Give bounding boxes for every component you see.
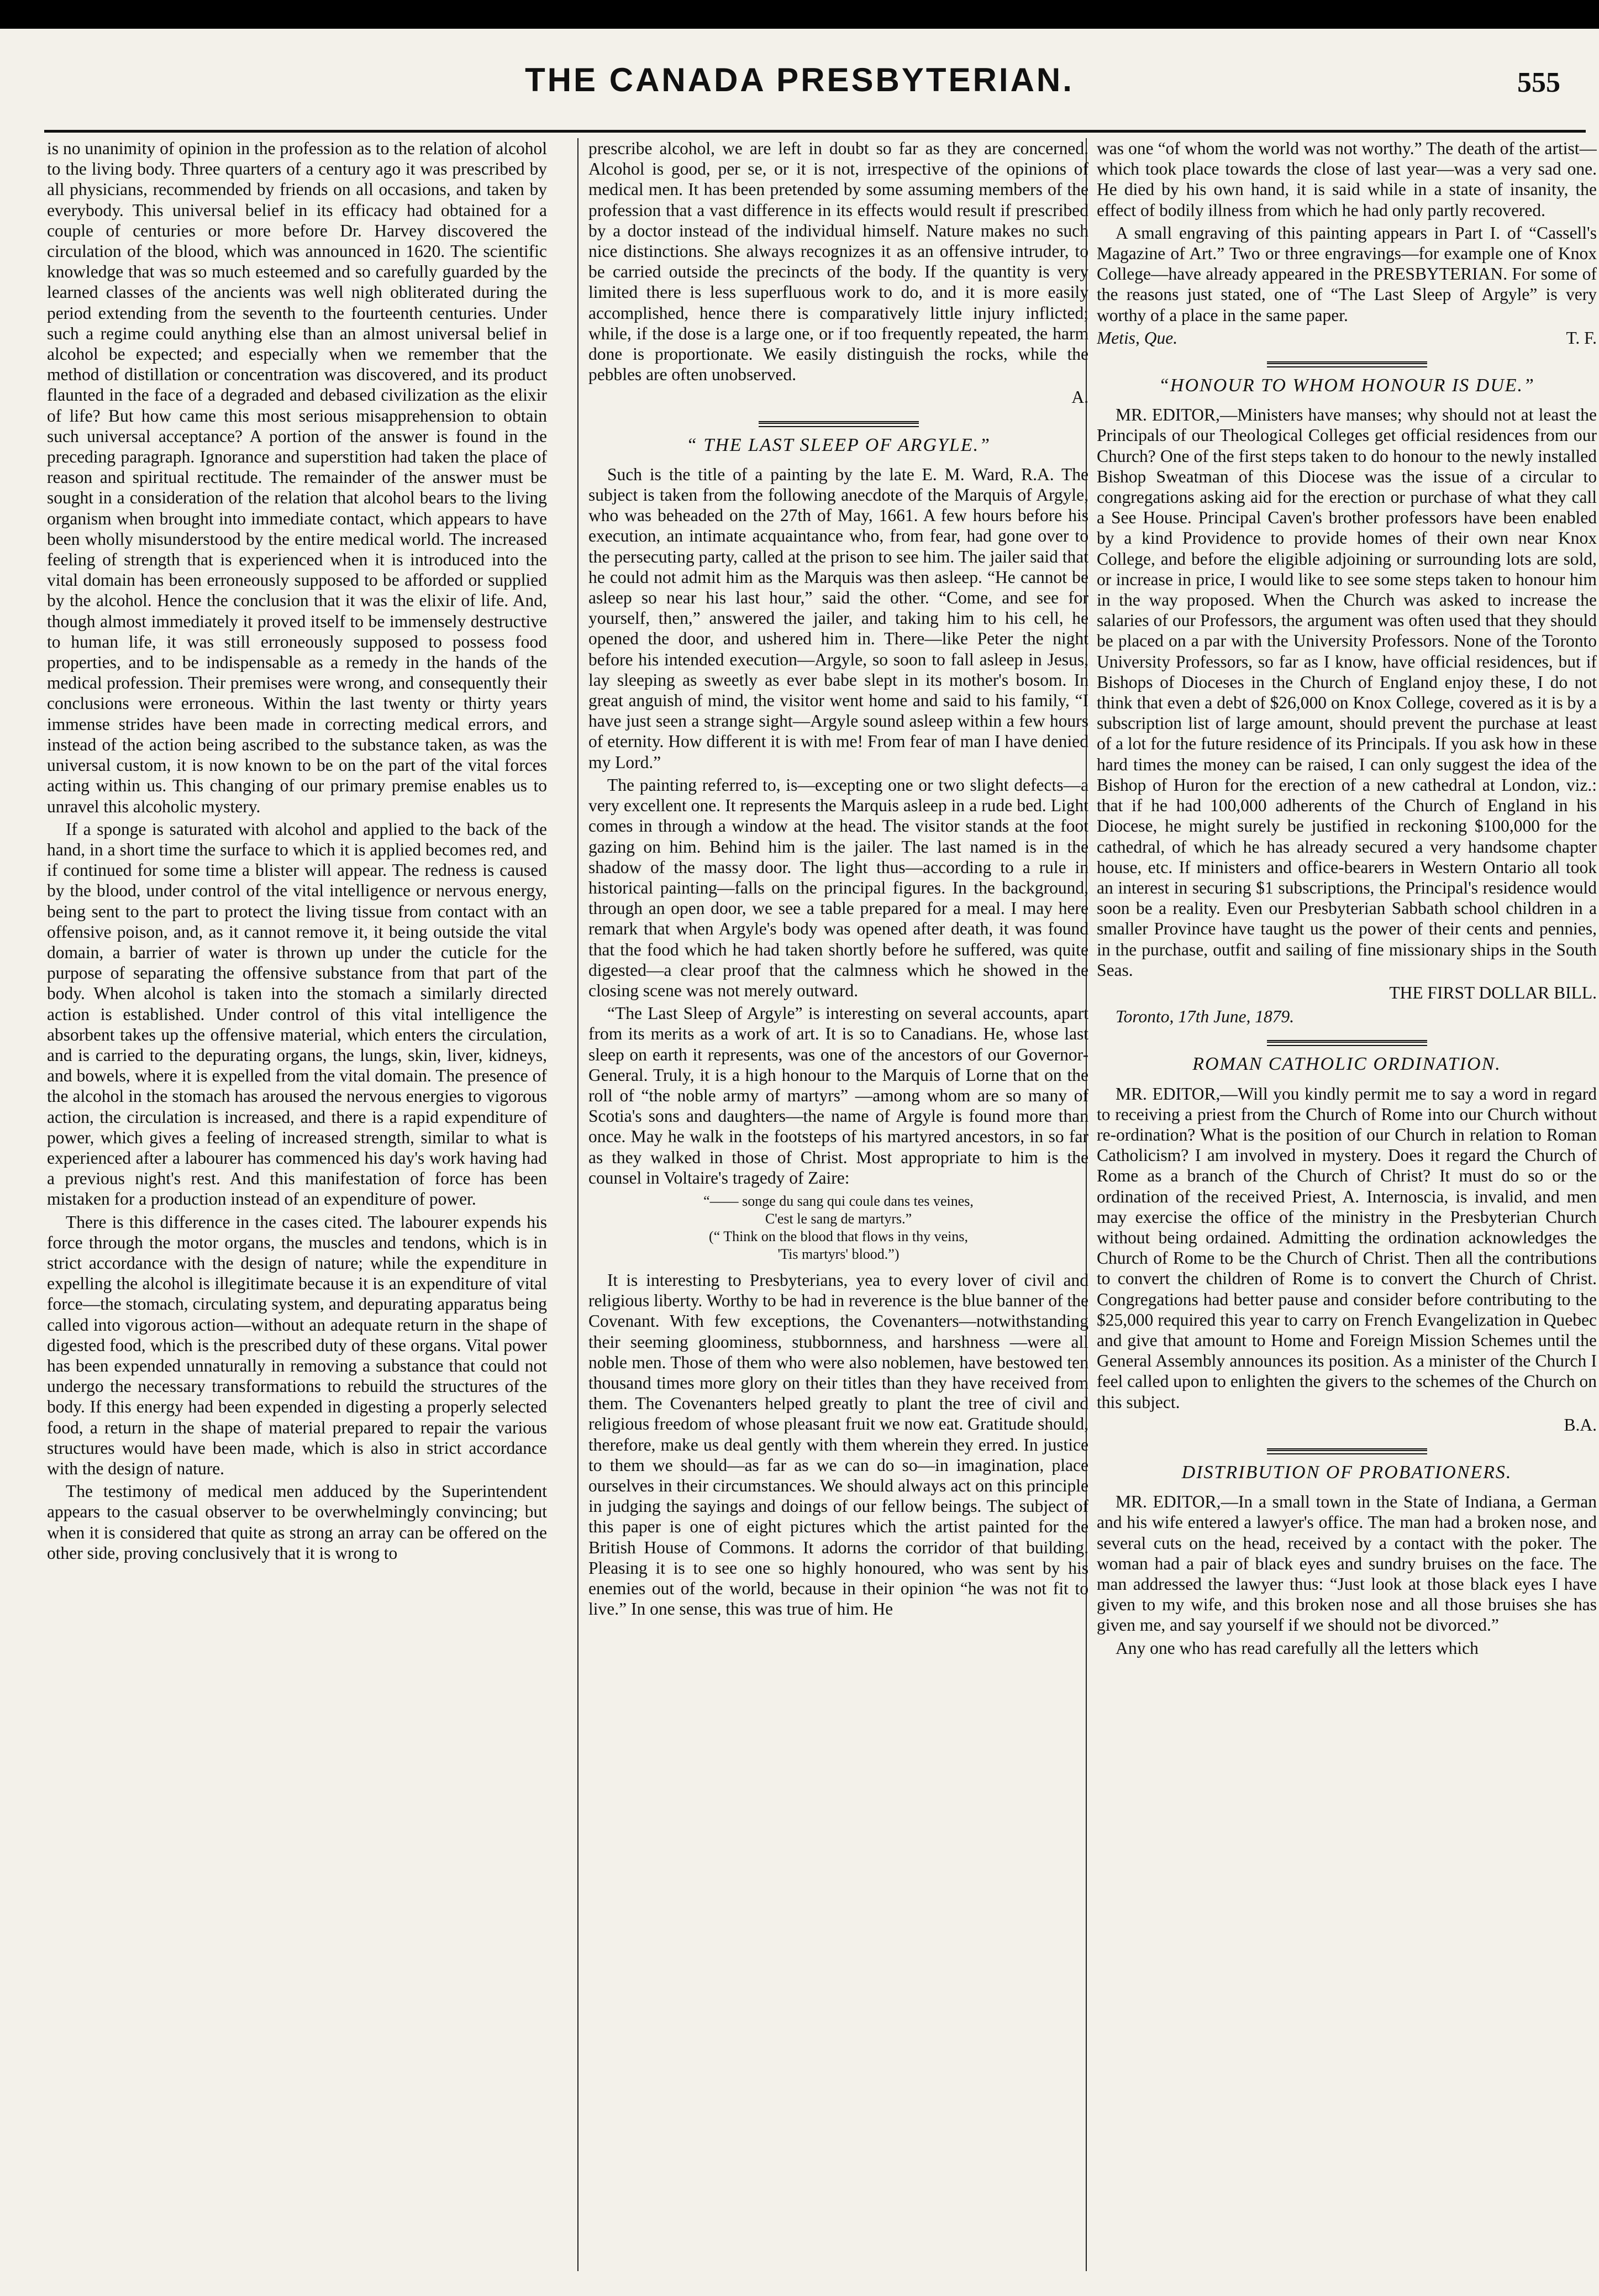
- section-separator: [1267, 1040, 1427, 1046]
- article-title: “HONOUR TO WHOM HONOUR IS DUE.”: [1159, 375, 1535, 396]
- signature-row: [1097, 328, 1597, 348]
- paragraph: prescribe alcohol, we are left in doubt so far as they are concerned. Alcohol is good, per se, or it is not, irrespective of the opinions of medical men. It has been pretended by some assuming members of the profession that a vast difference in its effects would result if prescribed by a doctor instead of the individual himself. Nature makes no such nice distinctions. She always recognizes it as an offensive intruder, to be carried outside the precincts of the body. If the quantity is very limited there is less superfluous work to do, and it is more easily accomplished, hence there is comparatively little injury inflicted; while, if the dose is a large one, or if too frequently repeated, the harm done is proportionate. We easily distinguish the rocks, while the pebbles are often unobserved.: [588, 139, 1088, 385]
- section-separator: [1267, 1448, 1427, 1454]
- quote-line: 'Tis martyrs' blood.”): [777, 1246, 900, 1262]
- paragraph: If a sponge is saturated with alcohol and applied to the back of the hand, in a short time the surface to which it is applied becomes red, and if continued for some time a blister will appear. The redness is caused by the blood, under control of the vital intelligence or nervous energy, being sent to the part to protect the living tissue from contact with an offensive poison, and, as it cannot remove it, it being outside the vital domain, a barrier of water is thrown up under the cuticle for the purpose of separating the offensive substance from that part of the body. When alcohol is taken into the stomach a similarly directed action is established. Under control of this vital intelligence the absorbent takes up the offensive material, which enters the circulation, and is carried to the depurating organs, the lungs, skin, liver, kidneys, and bowels, where it is expelled from the vital domain. The presence of the alcohol in the stomach has aroused the nervous energies to vigorous action, the circulation is increased, and there is a rapid expenditure of power, which gives a feeling of increased strength, similar to what is experienced after a labourer has commenced his day's work having had a previous night's rest. And this manifestation of force has been mistaken for a production instead of an expenditure of power.: [47, 819, 547, 1209]
- dateline: Toronto, 17th June, 1879.: [1116, 1007, 1295, 1027]
- masthead: THE CANADA PRESBYTERIAN.: [525, 61, 1074, 98]
- paragraph: There is this difference in the cases cited. The labourer expends his force through the motor organs, the muscles and tendons, which is in strict accordance with the design of nature; while the expenditure in expelling the alcohol is illegitimate because it is an expenditure of vital force—the stomach, circulating system, and depurating apparatus being called into vigorous action—without an adequate return in the shape of digested food, which is the prescribed duty of these organs. Vital power has been expended unnaturally in removing a substance that could not undergo the necessary transformations to rebuild the structures of the body. If this energy had been expended in digesting a properly selected food, a return in the shape of material prepared to repair the various structures would have been made, which is also in strict accordance with the design of nature.: [47, 1212, 547, 1478]
- section-separator: [1267, 361, 1427, 367]
- signature: A.: [1071, 387, 1088, 407]
- paragraph: “The Last Sleep of Argyle” is interesting on several accounts, apart from its merits as a work of art. It is so to Canadians. He, whose last sleep on earth it represents, was one of the ancestors of our Governor-General. Truly, it is a high honour to the Marquis of Lorne that on the roll of “the noble army of martyrs” —among whom are so many of Scotia's sons and daughters—the name of Argyle is found more than once. May he walk in the footsteps of his martyred ancestors, in so far as they walked in those of Christ. Most appropriate to him is the counsel in Voltaire's tragedy of Zaire:: [588, 1003, 1088, 1188]
- quote-line: (“ Think on the blood that flows in thy veins,: [709, 1228, 968, 1244]
- column-1: [47, 138, 547, 2282]
- column-3: [1097, 138, 1597, 2282]
- top-black-bar: [0, 0, 1599, 29]
- signature-place: Metis, Que.: [1097, 328, 1178, 348]
- page-number: 555: [1517, 67, 1560, 98]
- paragraph: A small engraving of this painting appears in Part I. of “Cassell's Magazine of Art.” Two or three engravings—for example one of Knox College—have already appeared in the PRESBYTERIAN. For some of the reasons just stated, one of “The Last Sleep of Argyle” is very worthy of a place in the same paper.: [1097, 223, 1597, 325]
- quote-line: C'est le sang de martyrs.”: [765, 1210, 912, 1227]
- quote-line: “—— songe du sang qui coule dans tes veines,: [703, 1192, 974, 1209]
- paragraph: MR. EDITOR,—Will you kindly permit me to say a word in regard to receiving a priest from the Church of Rome into our Church without re-ordination? What is the position of our Church in relation to Roman Catholicism? I am involved in mystery. Does it regard the Church of Rome as a branch of the Church of Christ? It must do so or the ordination of the received Priest, A. Internoscia, is invalid, and men may exercise the office of the ministry in the Presbyterian Church without being ordained. Admitting the ordination acknowledges the Church of Rome to be the Church of Christ. Then all the contributions to convert the children of Rome is to convert the Church of Christ. Congregations had better pause and consider before contributing to the $25,000 required this year to carry on French Evangelization in Quebec and give that amount to Home and Foreign Mission Schemes until the General Assembly announces its position. As a minister of the Church I feel called upon to enlighten the givers to the schemes of the Church on this subject.: [1097, 1084, 1597, 1412]
- paragraph: Such is the title of a painting by the late E. M. Ward, R.A. The subject is taken from the following anecdote of the Marquis of Argyle, who was beheaded on the 27th of May, 1661. A few hours before his execution, an intimate acquaintance who, from fear, had gone over to the persecuting party, called at the prison to see him. The jailer said that he could not admit him as the Marquis was then asleep. “He cannot be asleep so near his last hour,” said the other. “Come, and see for yourself, then,” answered the jailer, and taking him to his cell, he opened the door, and ushered him in. There—like Peter the night before his intended execution—Argyle, so soon to fall asleep in Jesus, lay sleeping as sweetly as ever babe slept in its mother's bosom. In great anguish of mind, the visitor went home and said to his family, “I have just seen a strange sight—Argyle sound asleep within a few hours of eternity. How different it is with me! From fear of man I have denied my Lord.”: [588, 464, 1088, 772]
- section-separator: [759, 421, 919, 427]
- paragraph: MR. EDITOR,—In a small town in the State of Indiana, a German and his wife entered a lawyer's office. The man had a broken nose, and several cuts on the head, received by a contact with the poker. The woman had a pair of black eyes and sundry bruises on the face. The man addressed the lawyer thus: “Just look at those black eyes I have given to my wife, and this broken nose and all those bruises she has given me, and say yourself if we should not be divorced.”: [1097, 1492, 1597, 1635]
- verse-quote: [588, 1192, 1088, 1263]
- signature: THE FIRST DOLLAR BILL.: [1389, 983, 1597, 1002]
- paragraph: was one “of whom the world was not worthy.” The death of the artist—which took place towards the close of last year—was a very sad one. He died by his own hand, it is said while in a state of insanity, the effect of bodily illness from which he had only partly recovered.: [1097, 139, 1597, 220]
- paragraph: is no unanimity of opinion in the profession as to the relation of alcohol to the living body. Three quarters of a century ago it was prescribed by all physicians, recommended by friends on all occasions, and taken by everybody. This universal belief in its efficacy had obtained for a couple of centuries or more before Dr. Harvey discovered the circulation of the blood, which was announced in 1620. The scientific knowledge that was so much esteemed and so carefully guarded by the learned classes of the ancients was well nigh obliterated during the period extending from the seventh to the fourteenth centuries. Under such a regime could anything else than an almost universal belief in alcohol be expected; and especially when we remember that the method of distillation or concentration was discovered, and its product flaunted in the face of a degraded and debased civilization as the elixir of life? But how came this most serious misapprehension to obtain such universal acceptance? A portion of the answer is found in the preceding paragraph. Ignorance and superstition had taken the place of reason and spiritual rectitude. The remainder of the answer must be sought in a consideration of the relation that alcohol bears to the living organism when brought into immediate contact, which appears to have been wholly misunderstood by the entire medical world. The increased feeling of strength that is experienced when it is introduced into the vital domain has been erroneously supposed to be afforded or supplied by the alcohol. Hence the conclusion that it was the elixir of life. And, though almost immediately it proved itself to be immensely destructive to human life, it was still erroneously supposed to possess food properties, and to be indispensable as a remedy in the hands of the medical profession. Their premises were wrong, and consequently their conclusions were erroneous. Within the last twenty or thirty years immense strides have been made in correcting medical errors, and instead of the action being ascribed to the substance taken, as was the universal custom, it is now known to be on the part of the vital forces acting within us. This changing of our primary premise enables us to unravel this alcoholic mystery.: [47, 139, 547, 816]
- article-title: “ THE LAST SLEEP OF ARGYLE.”: [686, 434, 991, 455]
- column-divider-1: [577, 138, 578, 2271]
- article-title: ROMAN CATHOLIC ORDINATION.: [1192, 1054, 1501, 1075]
- paragraph: Any one who has read carefully all the letters which: [1116, 1638, 1479, 1658]
- paragraph: The testimony of medical men adduced by the Superintendent appears to the casual observer to be overwhelmingly convincing; but when it is considered that quite as strong an array can be offered on the other side, proving conclusively that it is wrong to: [47, 1481, 547, 1563]
- paragraph: The painting referred to, is—excepting one or two slight defects—a very excellent one. It represents the Marquis asleep in a rude bed. Light comes in through a window at the head. The visitor stands at the foot gazing on him. Behind him is the jailer. The last named is in the shadow of the massy door. The light thus—according to a rule in historical painting—falls on the principal figures. In the background, through an open door, we see a table prepared for a meal. I may here remark that when Argyle's body was opened after death, it was found that the food which he had taken shortly before he suffered, was quite digested—a clear proof that the calmness which he showed in the closing scene was not merely outward.: [588, 775, 1088, 1000]
- page-header: [0, 61, 1599, 122]
- header-rule: [44, 130, 1586, 133]
- signature-initials: T. F.: [1566, 328, 1597, 348]
- article-title: DISTRIBUTION OF PROBATIONERS.: [1181, 1462, 1512, 1483]
- paragraph: MR. EDITOR,—Ministers have manses; why should not at least the Principals of our Theological Colleges get official residences from our Church? One of the first steps taken to do honour to the newly installed Bishop Sweatman of this Diocese was the issue of a circular to congregations asking aid for the erection or purchase of what they call a See House. Principal Caven's brother professors have been enabled by a kind Providence to provide homes of their own near Knox College, and before the eligible adjoining or surrounding lots are sold, or increase in price, I would like to see some steps taken to honour him in the way proposed. When the Church was asked to increase the salaries of our Professors, the argument was often used that they should be placed on a par with the University Professors. None of the Toronto University Professors, so far as I know, have official residences, but if Bishops of Dioceses in the Church of England enjoy these, I do not think that even a debt of $26,000 on Knox College, covered as it is by a subscription list of large amount, should prevent the purchase at least of a lot for the future residence of its Principals. If you ask how in these hard times the money can be raised, I can only suggest the idea of the Bishop of Huron for the erection of a new cathedral at London, viz.: that if he had 100,000 adherents of the Church of England in his Diocese, he might surely be justified in reckoning $100,000 for the cathedral, of which he has already secured a very handsome chapter house, etc. If ministers and office-bearers in Western Ontario all took an interest in securing $1 subscriptions, the Principal's residence would soon be a reality. Even our Presbyterian Sabbath school children in a smaller Province have taught us the power of their cents and pennies, in the purchase, outfit and sailing of fine missionary ships in the South Seas.: [1097, 405, 1597, 980]
- signature: B.A.: [1564, 1415, 1597, 1435]
- paragraph: It is interesting to Presbyterians, yea to every lover of civil and religious liberty. Worthy to be had in reverence is the blue banner of the Covenant. With few exceptions, the Covenanters—notwithstanding their seeming gloominess, stubbornness, and harshness —were all noble men. Those of them who were also noblemen, have bestowed ten thousand times more glory on their titles than they have received from them. The Covenanters helped greatly to plant the tree of civil and religious freedom of whose pleasant fruit we now eat. Gratitude should, therefore, make us deal gently with them wherein they erred. In justice to them we should—as far as we can do so—in imagination, place ourselves in their circumstances. We should always act on this principle in judging the sayings and doings of our fellow beings. The subject of this paper is one of eight pictures which the artist painted for the British House of Commons. It adorns the corridor of that building. Pleasing it is to see one so highly honoured, who was sent by his enemies out of the world, because in their opinion “he was not fit to live.” In one sense, this was true of him. He: [588, 1270, 1088, 1619]
- column-2: [588, 138, 1088, 2282]
